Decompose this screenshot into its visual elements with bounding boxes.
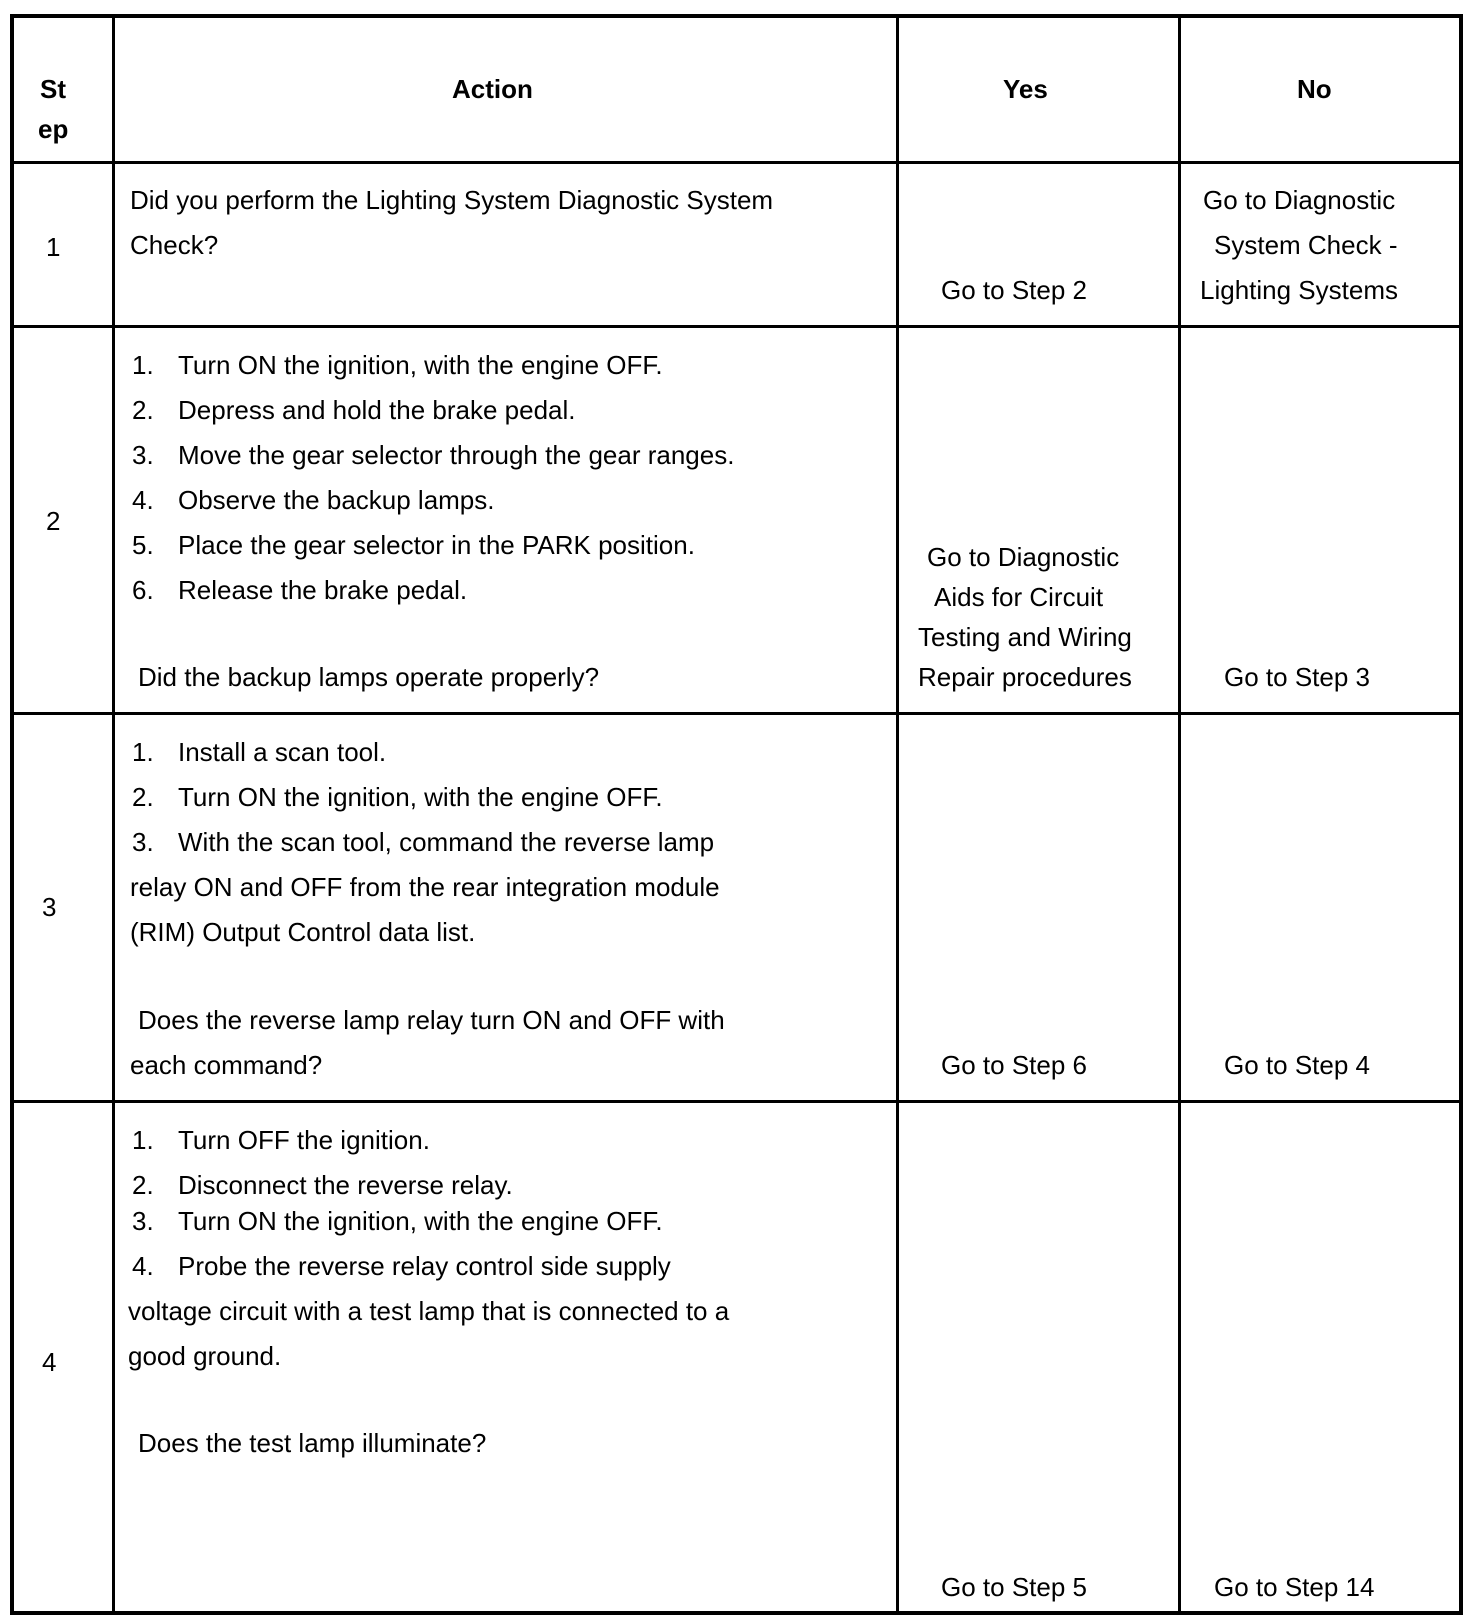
action-step-number: 4. xyxy=(132,485,154,515)
action-step-item xyxy=(132,440,734,470)
action-step-text: Probe the reverse relay control side supply xyxy=(178,1251,671,1281)
no-result: Go to Step 4 xyxy=(1224,1050,1370,1080)
action-text: good ground. xyxy=(128,1341,282,1371)
column-divider-action-yes xyxy=(896,18,899,1611)
action-step-item xyxy=(132,530,695,560)
action-step-item xyxy=(132,827,714,857)
action-step-item xyxy=(132,737,386,767)
action-step-item xyxy=(132,395,576,425)
header-no: No xyxy=(1297,74,1332,104)
header-step-part1: St xyxy=(40,74,66,104)
action-step-text: Turn ON the ignition, with the engine OFF. xyxy=(178,782,663,812)
row-divider-2 xyxy=(14,712,1459,715)
no-result: System Check - xyxy=(1214,230,1398,260)
action-step-item xyxy=(132,485,495,515)
yes-result: Go to Step 2 xyxy=(941,275,1087,305)
step-number: 2 xyxy=(46,506,61,536)
action-step-number: 4. xyxy=(132,1251,154,1281)
column-divider-step-action xyxy=(112,18,115,1611)
no-result: Go to Diagnostic xyxy=(1203,185,1396,215)
action-step-item xyxy=(132,1251,671,1281)
action-step-text: Disconnect the reverse relay. xyxy=(178,1170,513,1200)
action-step-text: Turn OFF the ignition. xyxy=(178,1125,430,1155)
action-text: relay ON and OFF from the rear integration module xyxy=(130,872,720,902)
yes-result: Go to Step 6 xyxy=(941,1050,1087,1080)
action-step-text: Place the gear selector in the PARK position. xyxy=(178,530,695,560)
row-divider-1 xyxy=(14,325,1459,328)
header-action: Action xyxy=(452,74,533,104)
header-yes: Yes xyxy=(1003,74,1048,104)
action-step-text: Turn ON the ignition, with the engine OFF. xyxy=(178,350,663,380)
action-step-number: 2. xyxy=(132,1170,154,1200)
action-step-item xyxy=(132,1206,663,1236)
action-step-number: 2. xyxy=(132,782,154,812)
action-question: each command? xyxy=(130,1050,323,1080)
action-step-item xyxy=(132,575,467,605)
action-step-number: 3. xyxy=(132,1206,154,1236)
action-text: voltage circuit with a test lamp that is connected to a xyxy=(128,1296,730,1326)
action-step-number: 3. xyxy=(132,827,154,857)
action-step-text: With the scan tool, command the reverse lamp xyxy=(178,827,715,857)
header-step-part2: ep xyxy=(38,114,69,144)
step-number: 1 xyxy=(46,232,61,262)
action-step-text: Move the gear selector through the gear ranges. xyxy=(178,440,735,470)
no-result: Go to Step 3 xyxy=(1224,662,1370,692)
action-question: Does the test lamp illuminate? xyxy=(138,1428,487,1458)
action-step-number: 5. xyxy=(132,530,154,560)
yes-result: Go to Diagnostic xyxy=(927,542,1120,572)
step-number: 3 xyxy=(42,892,57,922)
action-step-number: 3. xyxy=(132,440,154,470)
column-divider-yes-no xyxy=(1178,18,1181,1611)
row-divider-3 xyxy=(14,1100,1459,1103)
action-step-number: 1. xyxy=(132,1125,154,1155)
yes-result: Repair procedures xyxy=(918,662,1132,692)
action-step-item xyxy=(132,1125,430,1155)
action-question: Did the backup lamps operate properly? xyxy=(138,662,600,692)
action-text: Check? xyxy=(130,230,219,260)
yes-result: Aids for Circuit xyxy=(934,582,1104,612)
action-step-number: 1. xyxy=(132,737,154,767)
action-step-text: Release the brake pedal. xyxy=(178,575,468,605)
row-divider-header xyxy=(14,161,1459,164)
action-step-number: 6. xyxy=(132,575,154,605)
action-question: Does the reverse lamp relay turn ON and OFF with xyxy=(138,1005,725,1035)
action-step-text: Install a scan tool. xyxy=(178,737,387,767)
no-result: Go to Step 14 xyxy=(1214,1572,1375,1602)
action-text: (RIM) Output Control data list. xyxy=(130,917,476,947)
action-step-item xyxy=(132,1170,513,1200)
action-step-text: Turn ON the ignition, with the engine OFF. xyxy=(178,1206,663,1236)
step-number: 4 xyxy=(42,1347,57,1377)
action-step-number: 2. xyxy=(132,395,154,425)
action-text: Did you perform the Lighting System Diagnostic System xyxy=(130,185,774,215)
action-step-item xyxy=(132,782,663,812)
action-step-item xyxy=(132,350,663,380)
no-result: Lighting Systems xyxy=(1200,275,1398,305)
yes-result: Go to Step 5 xyxy=(941,1572,1087,1602)
action-step-text: Depress and hold the brake pedal. xyxy=(178,395,576,425)
action-step-number: 1. xyxy=(132,350,154,380)
yes-result: Testing and Wiring xyxy=(918,622,1132,652)
action-step-text: Observe the backup lamps. xyxy=(178,485,495,515)
